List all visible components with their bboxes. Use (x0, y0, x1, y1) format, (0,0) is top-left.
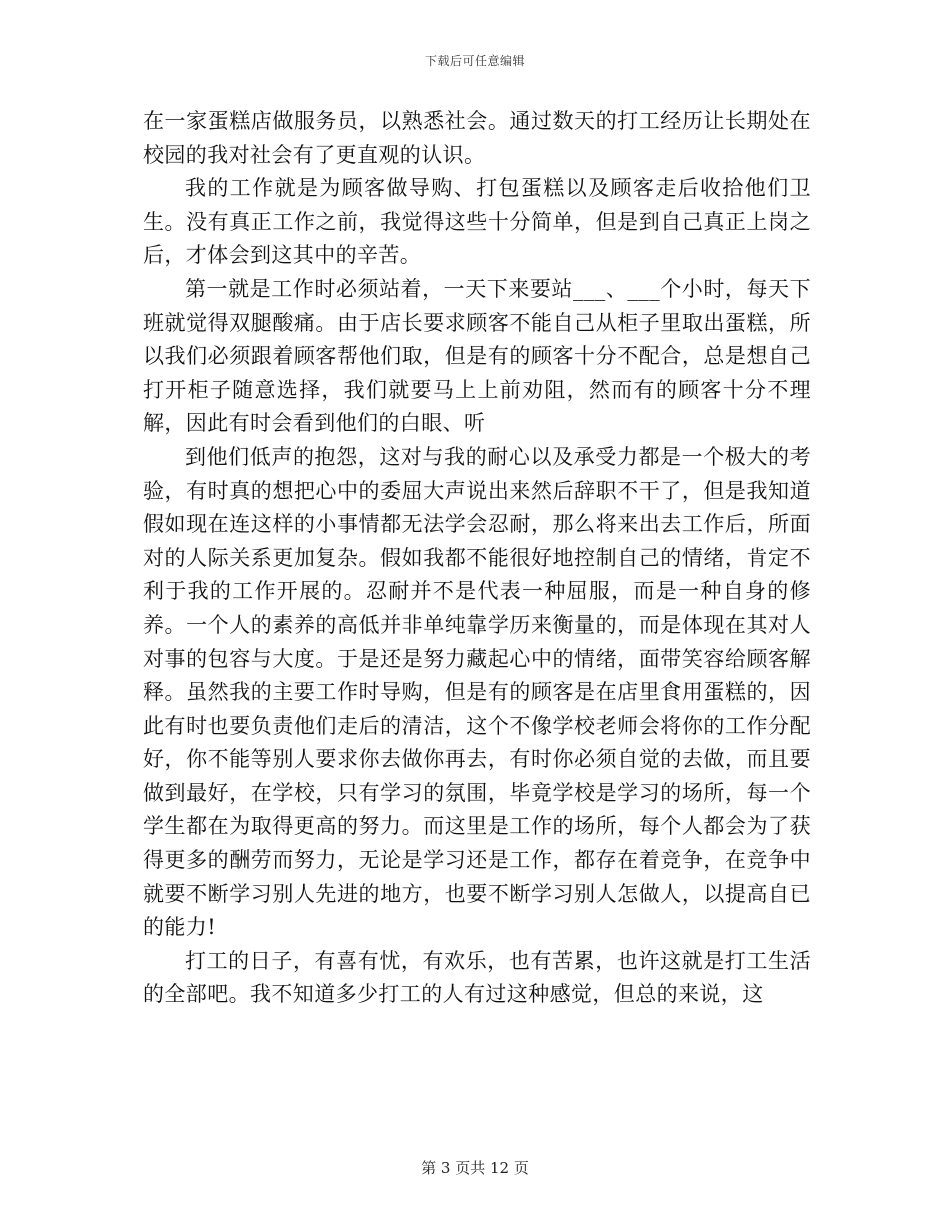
paragraph-1: 在一家蛋糕店做服务员，以熟悉社会。通过数天的打工经历让长期处在校园的我对社会有了更直观的认识。 (143, 109, 811, 167)
page-header: 下载后可任意编辑 (424, 54, 525, 68)
paragraph-5: 打工的日子，有喜有忧，有欢乐，也有苦累，也许这就是打工生活的全部吧。我不知道多少打工的人有过这种感觉，但总的来说，这 (143, 948, 811, 1007)
paragraph-2: 我的工作就是为顾客做导购、打包蛋糕以及顾客走后收拾他们卫生。没有真正工作之前，我觉得这些十分简单，但是到自己真正上岗之后，才体会到这其中的辛苦。 (143, 176, 811, 268)
paragraph-4: 到他们低声的抱怨，这对与我的耐心以及承受力都是一个极大的考验，有时真的想把心中的委屈大声说出来然后辞职不干了，但是我知道假如现在连这样的小事情都无法学会忍耐，那么将来出去工作后，所面对的人际关系更加复杂。假如我都不能很好地控制自己的情绪，肯定不利于我的工作开展的。忍耐并不是代表一种屈服，而是一种自身的修养。一个人的素养的高低并非单纯靠学历来衡量的，而是体现在其对人对事的包容与大度。于是还是努力藏起心中的情绪，面带笑容给顾客解释。虽然我的主要工作时导购，但是有的顾客是在店里食用蛋糕的，因此有时也要负责他们走后的清洁，这个不像学校老师会将你的工作分配好，你不能等别人要求你去做你再去，有时你必须自觉的去做，而且要做到最好，在学校，只有学习的氛围，毕竟学校是学习的场所，每一个学生都在为取得更高的努力。而这里是工作的场所，每个人都会为了获得更多的酬劳而努力，无论是学习还是工作，都存在着竞争，在竞争中就要不断学习别人先进的地方，也要不断学习别人怎做人，以提高自已的能力! (143, 444, 811, 940)
body-text (143, 105, 811, 1012)
paragraph-3: 第一就是工作时必须站着，一天下来要站___、___个小时，每天下班就觉得双腿酸痛。由于店长要求顾客不能自己从柜子里取出蛋糕，所以我们必须跟着顾客帮他们取，但是有的顾客十分不配合，总是想自己打开柜子随意选择，我们就要马上上前劝阻，然而有的顾客十分不理解，因此有时会看到他们的白眼、听 (143, 276, 811, 436)
page-footer: 第 3 页共 12 页 (421, 1159, 529, 1177)
